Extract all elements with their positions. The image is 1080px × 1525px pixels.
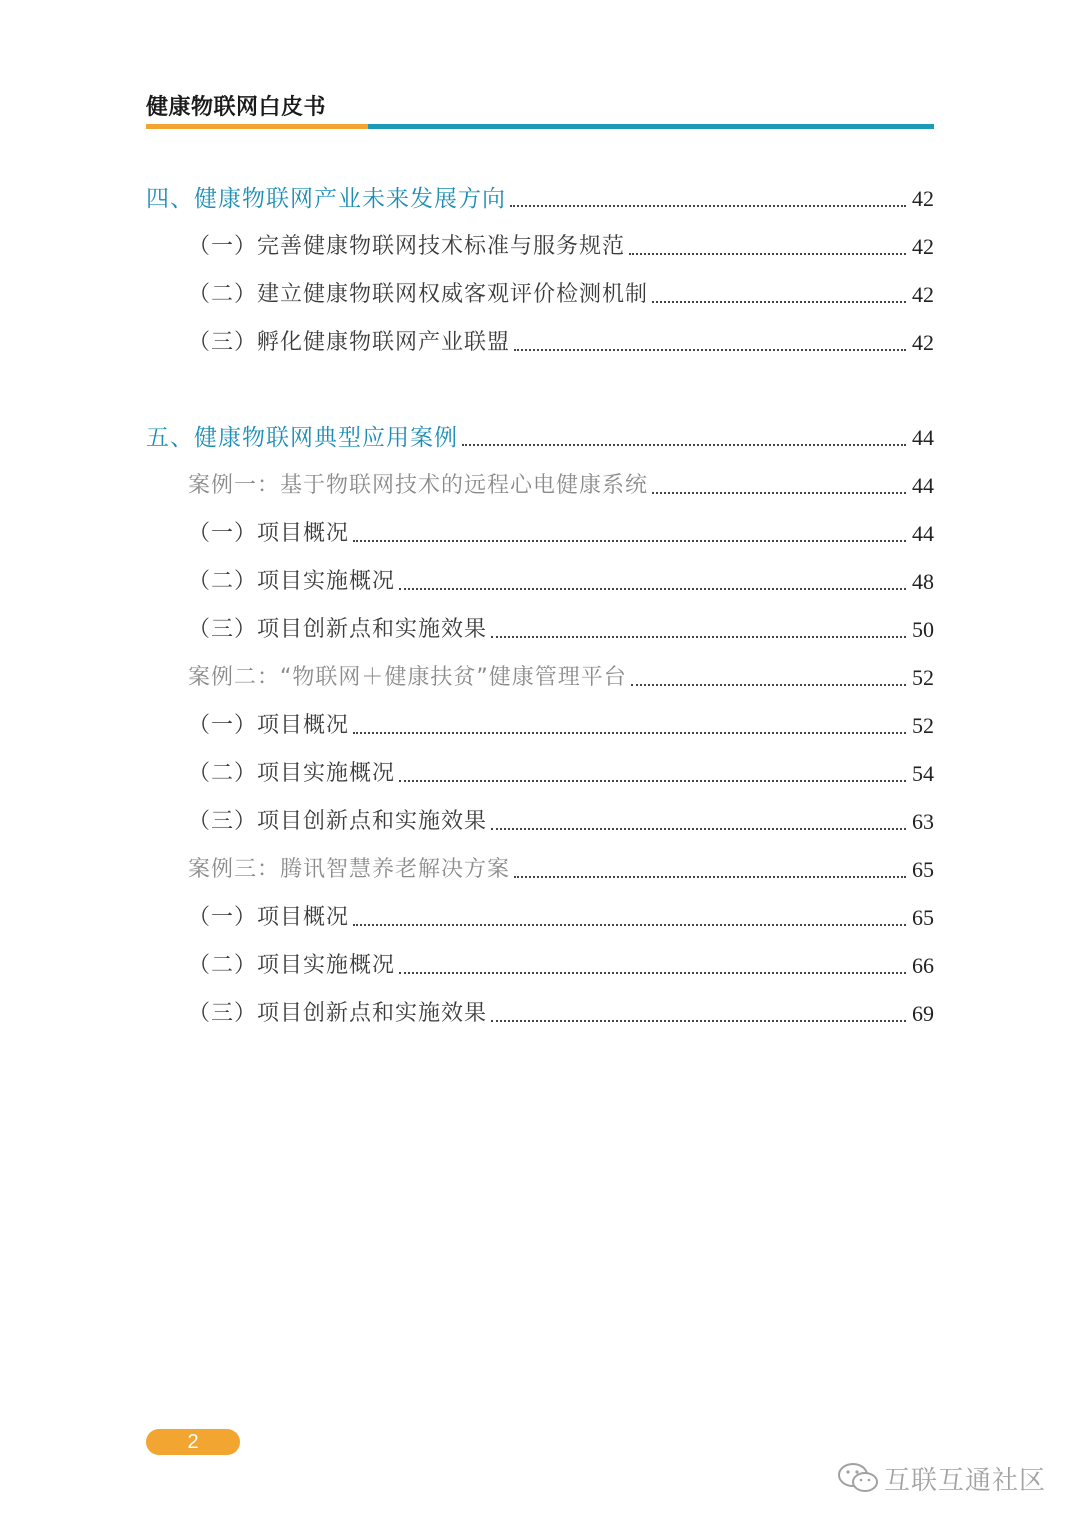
toc-leader <box>514 876 906 878</box>
wechat-icon <box>836 1461 880 1495</box>
toc-entry-page: 48 <box>912 569 934 594</box>
toc-entry-label: 案例二：“物联网＋健康扶贫”健康管理平台 <box>188 665 627 690</box>
watermark <box>836 1458 1066 1498</box>
toc-leader <box>629 253 906 255</box>
toc-entry[interactable] <box>188 324 934 358</box>
toc-entry-label: （三）项目创新点和实施效果 <box>188 809 488 834</box>
toc-entry[interactable] <box>188 276 934 310</box>
header-rule <box>146 124 934 129</box>
toc-entry-label: （一）完善健康物联网技术标准与服务规范 <box>188 234 626 259</box>
toc-entry[interactable] <box>188 947 934 981</box>
toc-entry-page: 66 <box>912 953 934 978</box>
toc-entry-page: 42 <box>912 186 934 211</box>
toc-entry[interactable] <box>188 228 934 262</box>
toc-leader <box>631 684 906 686</box>
toc-entry-label: 案例三：腾讯智慧养老解决方案 <box>188 857 511 882</box>
toc-leader <box>353 732 906 734</box>
toc-leader <box>353 924 906 926</box>
toc-entry[interactable] <box>188 563 934 597</box>
toc-entry[interactable] <box>188 995 934 1029</box>
toc-entry-label: 案例一：基于物联网技术的远程心电健康系统 <box>188 473 649 498</box>
toc-entry-case-3[interactable] <box>188 851 934 885</box>
toc-leader <box>491 636 906 638</box>
toc-entry[interactable] <box>188 515 934 549</box>
toc-leader <box>491 828 906 830</box>
header-rule-blue <box>368 124 934 129</box>
toc-entry[interactable] <box>188 707 934 741</box>
toc-entry-page: 63 <box>912 809 934 834</box>
toc-entry-label: （一）项目概况 <box>188 521 350 546</box>
toc-entry[interactable] <box>188 611 934 645</box>
toc-entry-label: （一）项目概况 <box>188 905 350 930</box>
toc-entry-label: （一）项目概况 <box>188 713 350 738</box>
toc-entry-label: 四、健康物联网产业未来发展方向 <box>146 186 506 212</box>
header-rule-orange <box>146 124 368 129</box>
toc-entry-page: 65 <box>912 857 934 882</box>
toc-entry-label: （三）孵化健康物联网产业联盟 <box>188 330 511 355</box>
toc-entry-section-5[interactable] <box>146 419 934 453</box>
toc-entry[interactable] <box>188 899 934 933</box>
toc-leader <box>399 972 906 974</box>
toc-entry-label: （二）项目实施概况 <box>188 953 396 978</box>
toc-entry-label: （二）建立健康物联网权威客观评价检测机制 <box>188 282 649 307</box>
toc-entry-label: （二）项目实施概况 <box>188 761 396 786</box>
toc-leader <box>491 1020 906 1022</box>
toc-leader <box>399 780 906 782</box>
toc-entry-page: 42 <box>912 282 934 307</box>
watermark-text: 互联互通社区 <box>884 1465 1047 1496</box>
toc-entry-page: 52 <box>912 665 934 690</box>
toc-leader <box>652 301 906 303</box>
toc-entry[interactable] <box>188 755 934 789</box>
toc-entry-label: （三）项目创新点和实施效果 <box>188 1001 488 1026</box>
document-title: 健康物联网白皮书 <box>146 94 327 120</box>
toc-entry-page: 42 <box>912 330 934 355</box>
toc-entry-page: 42 <box>912 234 934 259</box>
toc-entry-section-4[interactable] <box>146 180 934 214</box>
toc-leader <box>462 444 906 446</box>
toc-entry[interactable] <box>188 803 934 837</box>
toc-entry-page: 50 <box>912 617 934 642</box>
toc-entry-label: （二）项目实施概况 <box>188 569 396 594</box>
toc-leader <box>514 349 906 351</box>
toc-entry-page: 44 <box>912 425 934 450</box>
toc-leader <box>353 540 906 542</box>
toc-leader <box>652 492 906 494</box>
toc-entry-page: 65 <box>912 905 934 930</box>
toc-entry-page: 54 <box>912 761 934 786</box>
toc-entry-label: 五、健康物联网典型应用案例 <box>146 425 458 451</box>
toc-entry-page: 69 <box>912 1001 934 1026</box>
toc-entry-page: 44 <box>912 521 934 546</box>
toc-entry-case-1[interactable] <box>188 467 934 501</box>
toc-entry-page: 44 <box>912 473 934 498</box>
toc-entry-label: （三）项目创新点和实施效果 <box>188 617 488 642</box>
page-number-badge: 2 <box>146 1429 240 1455</box>
toc-entry-case-2[interactable] <box>188 659 934 693</box>
toc-entry-page: 52 <box>912 713 934 738</box>
toc-leader <box>399 588 906 590</box>
toc-leader <box>510 205 906 207</box>
